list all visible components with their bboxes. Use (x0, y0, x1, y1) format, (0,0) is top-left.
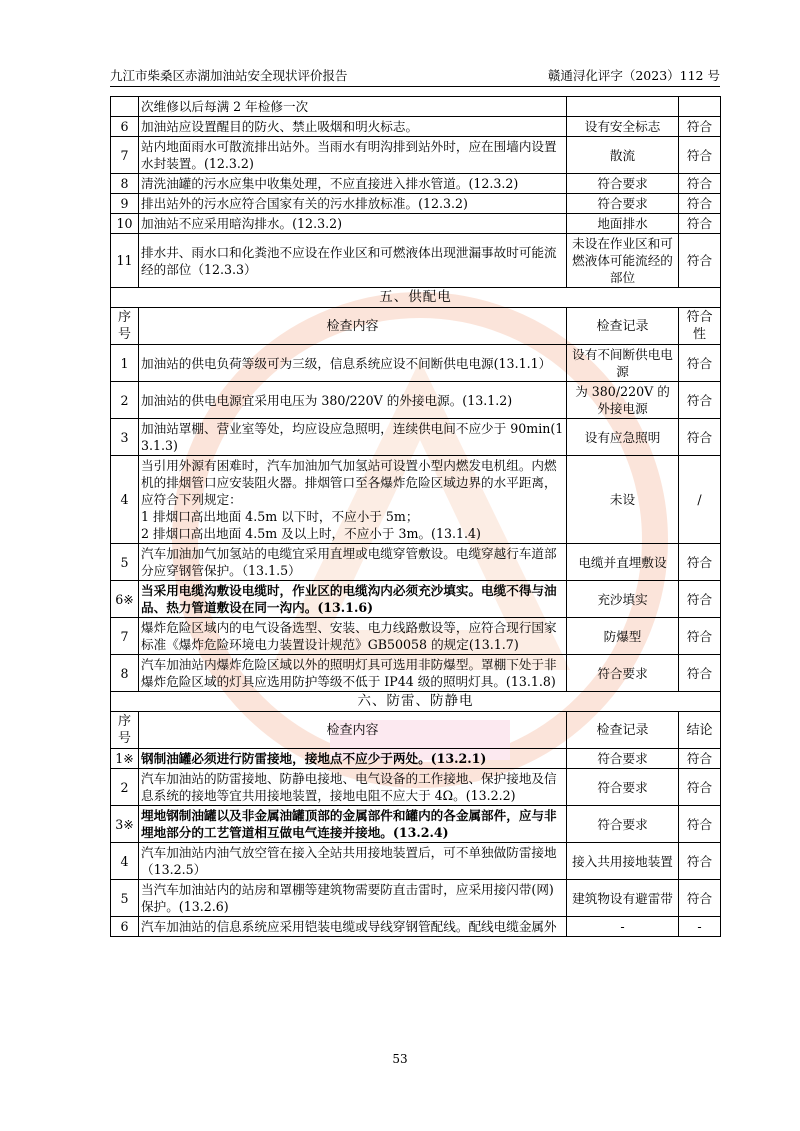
row-number-cell: 6 (111, 917, 139, 937)
row-number-cell: 6※ (111, 581, 139, 618)
row-number-cell: 2 (111, 769, 139, 806)
column-header: 序号 (111, 712, 139, 749)
inspection-record-cell: 散流 (567, 137, 679, 174)
section-title-row (111, 692, 721, 712)
table-row (111, 419, 721, 456)
table-row (111, 117, 721, 137)
check-content-cell: 次维修以后每满 2 年检修一次 (139, 97, 567, 117)
table-row (111, 544, 721, 581)
page-header (110, 66, 720, 87)
result-cell: 符合 (679, 234, 721, 288)
result-cell: / (679, 456, 721, 544)
inspection-record-cell: 未设在作业区和可燃液体可能流经的部位 (567, 234, 679, 288)
inspection-record-cell: 符合要求 (567, 769, 679, 806)
row-number-cell: 5 (111, 880, 139, 917)
result-cell: 符合 (679, 655, 721, 692)
table-row (111, 749, 721, 769)
row-number-cell: 1 (111, 345, 139, 382)
result-cell: 符合 (679, 345, 721, 382)
table-row (111, 880, 721, 917)
result-cell (679, 97, 721, 117)
inspection-record-cell: - (567, 917, 679, 937)
check-content-cell: 爆炸危险区域内的电气设备选型、安装、电力线路敷设等，应符合现行国家标准《爆炸危险环境电力装置设计规范》GB50058 的规定(13.1.7) (139, 618, 567, 655)
check-content-text: 当引用外源有困难时，汽车加油加气加氢站可设置小型内燃发电机组。内燃机的排烟管口应安装阻火器。排烟管口至各爆炸危险区域边界的水平距离，应符合下列规定： (141, 458, 557, 507)
check-content-cell: 清洗油罐的污水应集中收集处理，不应直接进入排水管道。(12.3.2) (139, 174, 567, 194)
inspection-record-cell: 设有应急照明 (567, 419, 679, 456)
row-number-cell: 11 (111, 234, 139, 288)
inspection-record-cell: 符合要求 (567, 806, 679, 843)
check-content-cell: 汽车加油站内油气放空管在接入全站共用接地装置后，可不单独做防雷接地（13.2.5） (139, 843, 567, 880)
column-header-row (111, 712, 721, 749)
row-number-cell: 1※ (111, 749, 139, 769)
report-number: 赣通浔化评字（2023）112 号 (547, 68, 720, 83)
row-number-cell: 6 (111, 117, 139, 137)
result-cell: 符合 (679, 194, 721, 214)
result-cell: 符合 (679, 544, 721, 581)
inspection-record-cell: 符合要求 (567, 655, 679, 692)
result-cell: - (679, 917, 721, 937)
column-header: 检查内容 (139, 308, 567, 345)
table-row (111, 917, 721, 937)
table-row (111, 174, 721, 194)
check-content-cell: 加油站不应采用暗沟排水。(12.3.2) (139, 214, 567, 234)
inspection-record-cell: 为 380/220V 的外接电源 (567, 382, 679, 419)
section-title: 六、防雷、防静电 (111, 692, 721, 712)
column-header: 检查内容 (139, 712, 567, 749)
table-row (111, 137, 721, 174)
check-content-cell: 汽车加油站的防雷接地、防静电接地、电气设备的工作接地、保护接地及信息系统的接地等宜共用接地装置，接地电阻不应大于 4Ω。(13.2.2) (139, 769, 567, 806)
inspection-record-cell: 设有安全标志 (567, 117, 679, 137)
check-content-cell: 加油站罩棚、营业室等处，均应设应急照明，连续供电间不应少于 90min(13.1.3) (139, 419, 567, 456)
table-row (111, 345, 721, 382)
result-cell: 符合 (679, 117, 721, 137)
column-header: 序号 (111, 308, 139, 345)
row-number-cell: 9 (111, 194, 139, 214)
column-header: 检查记录 (567, 712, 679, 749)
row-number-cell: 7 (111, 618, 139, 655)
inspection-record-cell: 符合要求 (567, 194, 679, 214)
check-content-cell: 汽车加油站的信息系统应采用铠装电缆或导线穿钢管配线。配线电缆金属外 (139, 917, 567, 937)
table-row (111, 97, 721, 117)
check-content-cell: 当汽车加油站内的站房和罩棚等建筑物需要防直击雷时，应采用接闪带(网)保护。(13.2.6) (139, 880, 567, 917)
result-cell: 符合 (679, 749, 721, 769)
result-cell: 符合 (679, 880, 721, 917)
check-content-cell: 埋地钢制油罐以及非金属油罐顶部的金属部件和罐内的各金属部件，应与非埋地部分的工艺管道相互做电气连接并接地。(13.2.4) (139, 806, 567, 843)
inspection-record-cell (567, 97, 679, 117)
section-title: 五、供配电 (111, 288, 721, 308)
column-header-row (111, 308, 721, 345)
row-number-cell: 4 (111, 456, 139, 544)
check-content-cell: 排水井、雨水口和化粪池不应设在作业区和可燃液体出现泄漏事故时可能流经的部位（12.3.3） (139, 234, 567, 288)
table-row (111, 843, 721, 880)
inspection-record-cell: 防爆型 (567, 618, 679, 655)
result-cell: 符合 (679, 843, 721, 880)
result-cell: 符合 (679, 769, 721, 806)
check-content-cell (139, 456, 567, 544)
table-row (111, 581, 721, 618)
result-cell: 符合 (679, 806, 721, 843)
result-cell: 符合 (679, 419, 721, 456)
check-content-line: 1 排烟口高出地面 4.5m 以下时，不应小于 5m； (141, 509, 419, 524)
table-row (111, 655, 721, 692)
inspection-record-cell: 电缆并直埋敷设 (567, 544, 679, 581)
inspection-record-cell: 接入共用接地装置 (567, 843, 679, 880)
inspection-record-cell: 符合要求 (567, 174, 679, 194)
page-number: 53 (392, 1052, 408, 1066)
column-header: 检查记录 (567, 308, 679, 345)
check-content-cell: 加油站的供电电源宜采用电压为 380/220V 的外接电源。(13.1.2) (139, 382, 567, 419)
check-content-cell: 站内地面雨水可散流排出站外。当雨水有明沟排到站外时，应在围墙内设置水封装置。(12.3.2) (139, 137, 567, 174)
check-content-cell: 汽车加油站内爆炸危险区域以外的照明灯具可选用非防爆型。罩棚下处于非爆炸危险区域的灯具应选用防护等级不低于 IP44 级的照明灯具。(13.1.8) (139, 655, 567, 692)
inspection-record-cell: 建筑物设有避雷带 (567, 880, 679, 917)
result-cell: 符合 (679, 618, 721, 655)
row-number-cell: 8 (111, 655, 139, 692)
check-content-cell: 汽车加油加气加氢站的电缆宜采用直埋或电缆穿管敷设。电缆穿越行车道部分应穿钢管保护。（13.1.5） (139, 544, 567, 581)
row-number-cell: 5 (111, 544, 139, 581)
check-content-cell: 加油站的供电负荷等级可为三级，信息系统应设不间断供电电源(13.1.1） (139, 345, 567, 382)
row-number-cell: 7 (111, 137, 139, 174)
table-row (111, 806, 721, 843)
check-content-cell: 钢制油罐必须进行防雷接地，接地点不应少于两处。(13.2.1) (139, 749, 567, 769)
table-row (111, 618, 721, 655)
row-number-cell: 3※ (111, 806, 139, 843)
result-cell: 符合 (679, 581, 721, 618)
row-number-cell: 2 (111, 382, 139, 419)
report-title: 九江市柴桑区赤湖加油站安全现状评价报告 (110, 68, 348, 83)
table-row (111, 214, 721, 234)
inspection-record-cell: 充沙填实 (567, 581, 679, 618)
check-content-cell: 加油站应设置醒目的防火、禁止吸烟和明火标志。 (139, 117, 567, 137)
table-row (111, 234, 721, 288)
column-header: 符合性 (679, 308, 721, 345)
section-title-row (111, 288, 721, 308)
result-cell: 符合 (679, 382, 721, 419)
row-number-cell: 3 (111, 419, 139, 456)
inspection-record-cell: 设有不间断供电电源 (567, 345, 679, 382)
row-number-cell: 8 (111, 174, 139, 194)
table-row (111, 194, 721, 214)
table-row (111, 382, 721, 419)
inspection-record-cell: 地面排水 (567, 214, 679, 234)
result-cell: 符合 (679, 137, 721, 174)
inspection-table (110, 96, 721, 937)
check-content-cell: 排出站外的污水应符合国家有关的污水排放标准。(12.3.2) (139, 194, 567, 214)
table-row (111, 769, 721, 806)
check-content-line: 2 排烟口高出地面 4.5m 及以上时，不应小于 3m。(13.1.4) (141, 526, 481, 541)
row-number-cell (111, 97, 139, 117)
result-cell: 符合 (679, 174, 721, 194)
column-header: 结论 (679, 712, 721, 749)
result-cell: 符合 (679, 214, 721, 234)
table-row (111, 456, 721, 544)
inspection-record-cell: 符合要求 (567, 749, 679, 769)
inspection-record-cell: 未设 (567, 456, 679, 544)
check-content-cell: 当采用电缆沟敷设电缆时，作业区的电缆沟内必须充沙填实。电缆不得与油品、热力管道敷设在同一沟内。(13.1.6) (139, 581, 567, 618)
row-number-cell: 4 (111, 843, 139, 880)
row-number-cell: 10 (111, 214, 139, 234)
